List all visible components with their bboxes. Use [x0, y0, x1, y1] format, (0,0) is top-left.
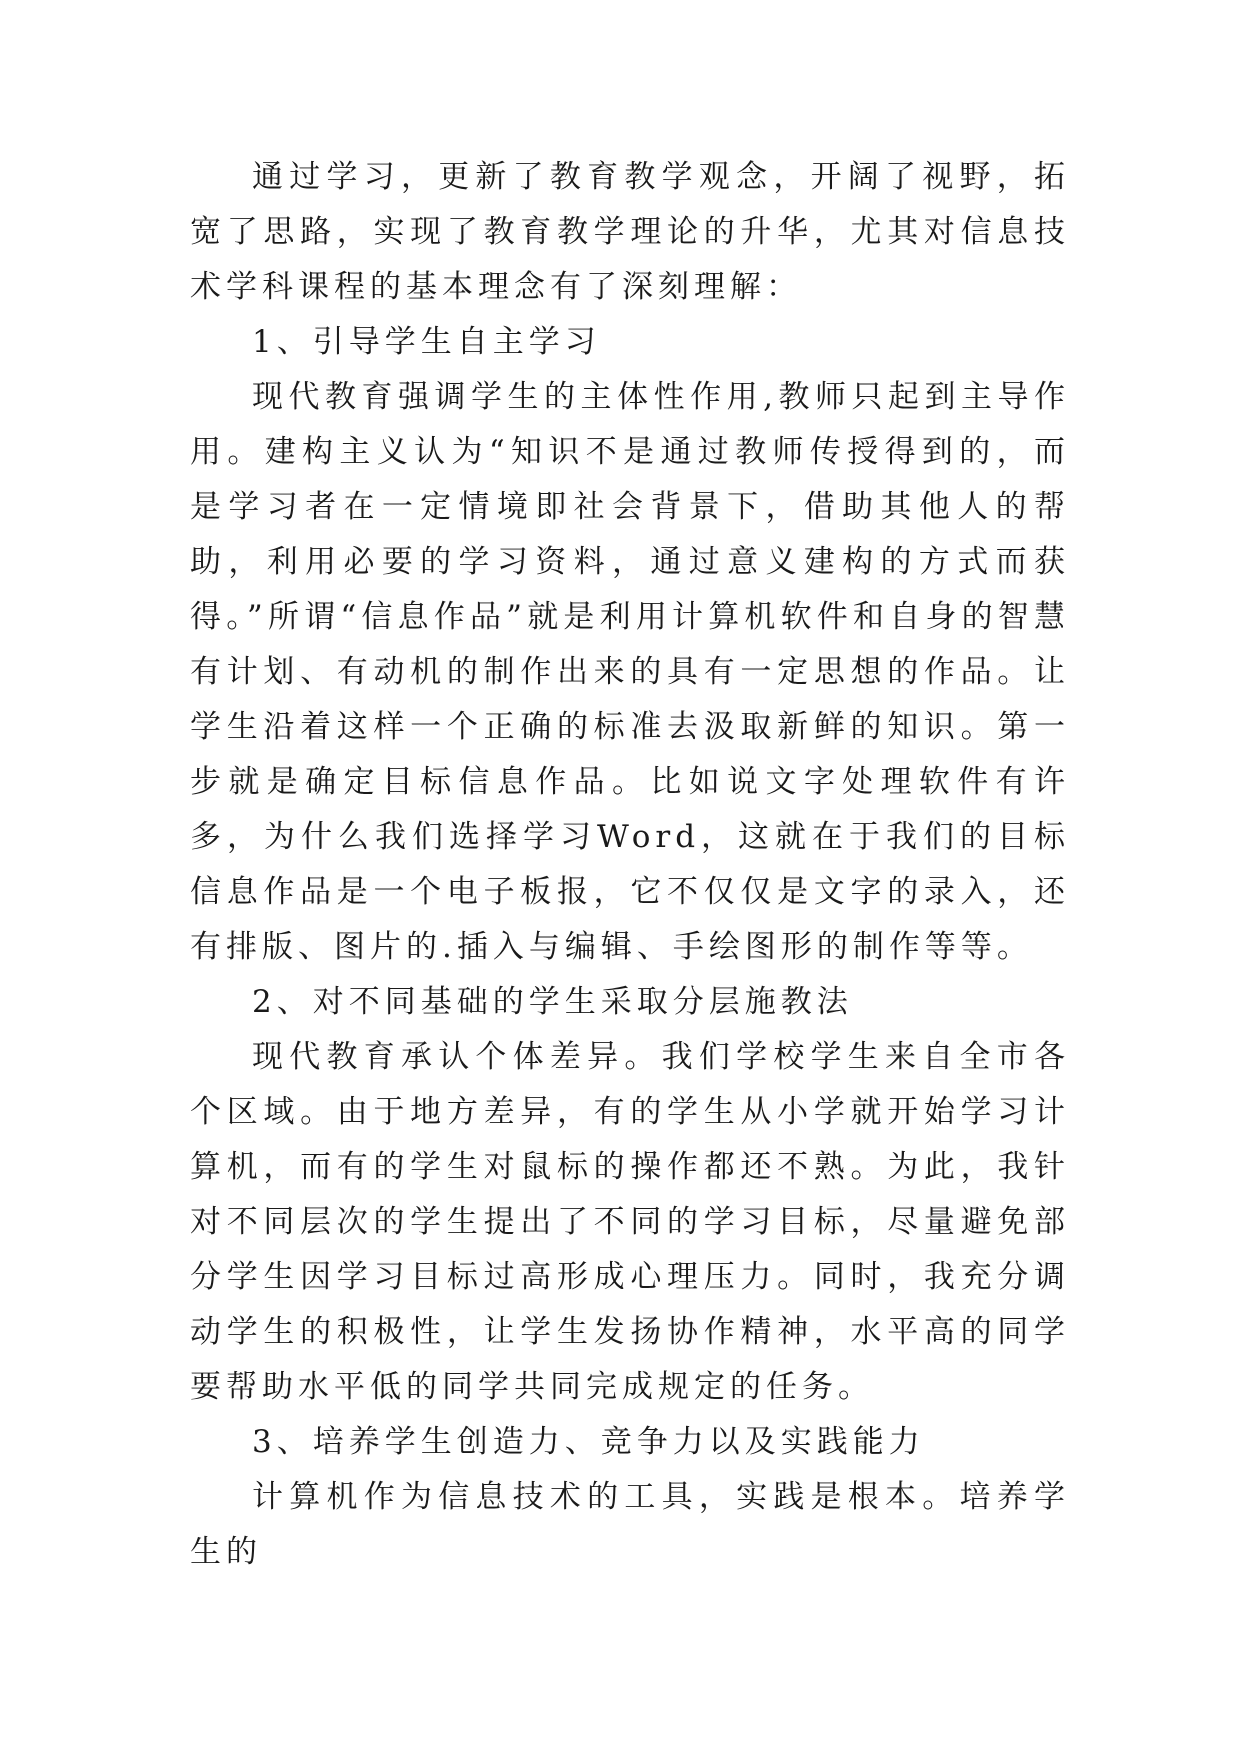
section-heading-2: 2、对不同基础的学生采取分层施教法	[252, 984, 853, 1020]
intro-paragraph: 通过学习，更新了教育教学观念，开阔了视野，拓宽了思路，实现了教育教学理论的升华，尤其对信息技术学科课程的基本理念有了深刻理解：	[190, 159, 1070, 305]
section-body-3: 计算机作为信息技术的工具，实践是根本。培养学生的	[190, 1479, 1070, 1570]
section-heading-1: 1、引导学生自主学习	[252, 324, 601, 360]
section-body-1: 现代教育强调学生的主体性作用,教师只起到主导作用。建构主义认为“知识不是通过教师传授得到的，而是学习者在一定情境即社会背景下，借助其他人的帮助，利用必要的学习资料，通过意义建构的方式而获得。”所谓“信息作品”就是利用计算机软件和自身的智慧有计划、有动机的制作出来的具有一定思想的作品。让学生沿着这样一个正确的标准去汲取新鲜的知识。第一步就是确定目标信息作品。比如说文字处理软件有许多，为什么我们选择学习Word，这就在于我们的目标信息作品是一个电子板报，它不仅仅是文字的录入，还有排版、图片的.插入与编辑、手绘图形的制作等等。	[190, 379, 1070, 965]
section-body-2: 现代教育承认个体差异。我们学校学生来自全市各个区域。由于地方差异，有的学生从小学就开始学习计算机，而有的学生对鼠标的操作都还不熟。为此，我针对不同层次的学生提出了不同的学习目标，尽量避免部分学生因学习目标过高形成心理压力。同时，我充分调动学生的积极性，让学生发扬协作精神，水平高的同学要帮助水平低的同学共同完成规定的任务。	[190, 1039, 1070, 1405]
document-page	[190, 150, 1070, 1580]
section-heading-3: 3、培养学生创造力、竞争力以及实践能力	[252, 1424, 925, 1460]
